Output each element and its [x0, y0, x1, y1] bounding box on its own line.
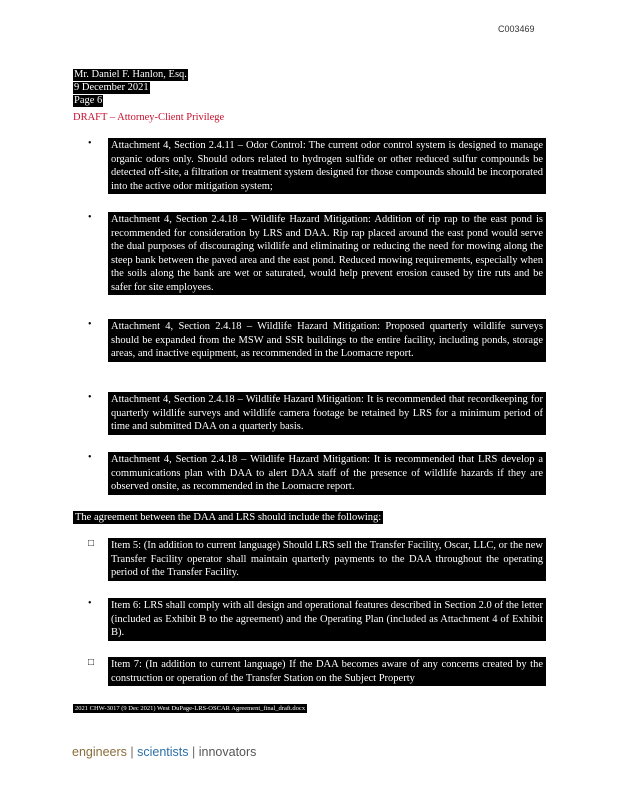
bullet-marker: □	[88, 538, 95, 549]
bullet-marker: •	[88, 452, 92, 463]
list-item	[88, 392, 546, 438]
list-item	[88, 138, 546, 198]
document-id: C003469	[498, 24, 535, 34]
date-line: 9 December 2021	[74, 82, 149, 93]
bullet-marker: •	[88, 319, 92, 330]
list-item	[88, 538, 546, 584]
draft-privilege-marker: DRAFT – Attorney-Client Privilege	[73, 112, 225, 123]
bullet-marker: •	[88, 212, 92, 223]
list-item	[88, 657, 546, 691]
page-number: Page 6	[74, 95, 103, 106]
bullet-text: Attachment 4, Section 2.4.11 – Odor Control: The current odor control system is designed to manage organic odors only. Should odors related to hydrogen sulfide or other reduced sulfur compounds be detected off-site, a filtration or treatment system designed for those compounds should be incorporated into the active odor mitigation system;	[108, 138, 546, 194]
list-item	[88, 212, 546, 307]
bullet-text: Item 6: LRS shall comply with all design and operational features described in Section 2.0 of the letter (included as Exhibit B to the agreement) and the Operating Plan (included as Attachment 4 of Exhibit B).	[108, 598, 546, 641]
bullet-text: Attachment 4, Section 2.4.18 – Wildlife Hazard Mitigation: Proposed quarterly wildlife surveys should be expanded from the MSW and SSR buildings to the entire facility, including ponds, storage areas, and inactive equipment, as recommended in the Loomacre report.	[108, 319, 546, 362]
brand-engineers: engineers	[72, 745, 127, 759]
file-path-footer: 2021 CHW-3017 (9 Dec 2021) West DuPage-LRS-OSCAR Agreement_final_draft.docx	[75, 705, 306, 712]
brand-tagline	[72, 745, 256, 759]
bullet-text: Attachment 4, Section 2.4.18 – Wildlife Hazard Mitigation: It is recommended that recordkeeping for quarterly wildlife surveys and wildlife camera footage be retained by LRS for a minimum period of time and submitted DAA on a quarterly basis.	[108, 392, 546, 435]
agreement-intro: The agreement between the DAA and LRS should include the following:	[75, 512, 382, 523]
bullet-text: Attachment 4, Section 2.4.18 – Wildlife Hazard Mitigation: It is recommended that LRS develop a communications plan with DAA to alert DAA staff of the presence of wildlife hazards if they are observed onsite, as recommended in the Loomacre report.	[108, 452, 546, 495]
list-item	[88, 598, 546, 644]
bullet-text: Item 5: (In addition to current language) Should LRS sell the Transfer Facility, Oscar, LLC, or the new Transfer Facility operator shall maintain quarterly payments to the DAA throughout the operating period of the Transfer Facility.	[108, 538, 546, 581]
bullet-marker: •	[88, 598, 92, 609]
list-item	[88, 452, 546, 498]
brand-scientists: scientists	[137, 745, 189, 759]
recipient-line: Mr. Daniel F. Hanlon, Esq.	[74, 69, 187, 80]
bullet-marker: •	[88, 392, 92, 403]
brand-separator: |	[130, 745, 134, 759]
brand-separator: |	[192, 745, 196, 759]
brand-innovators: innovators	[198, 745, 257, 759]
bullet-text: Attachment 4, Section 2.4.18 – Wildlife Hazard Mitigation: Addition of rip rap to the east pond is recommended for consideration by LRS and DAA. Rip rap placed around the east pond would serve the dual purposes of discouraging wildlife and eliminating or reducing the need for mowing along the steep bank between the paved area and the east pond. Reduced mowing requirements, especially when the soils along the bank are wet or saturated, would help prevent erosion caused by tire ruts and be safer for site employees.	[108, 212, 546, 295]
bullet-marker: □	[88, 657, 95, 668]
list-item	[88, 319, 546, 379]
bullet-text: Item 7: (In addition to current language) If the DAA becomes aware of any concerns created by the construction or operation of the Transfer Station on the Subject Property	[108, 657, 546, 686]
bullet-marker: •	[88, 138, 92, 149]
